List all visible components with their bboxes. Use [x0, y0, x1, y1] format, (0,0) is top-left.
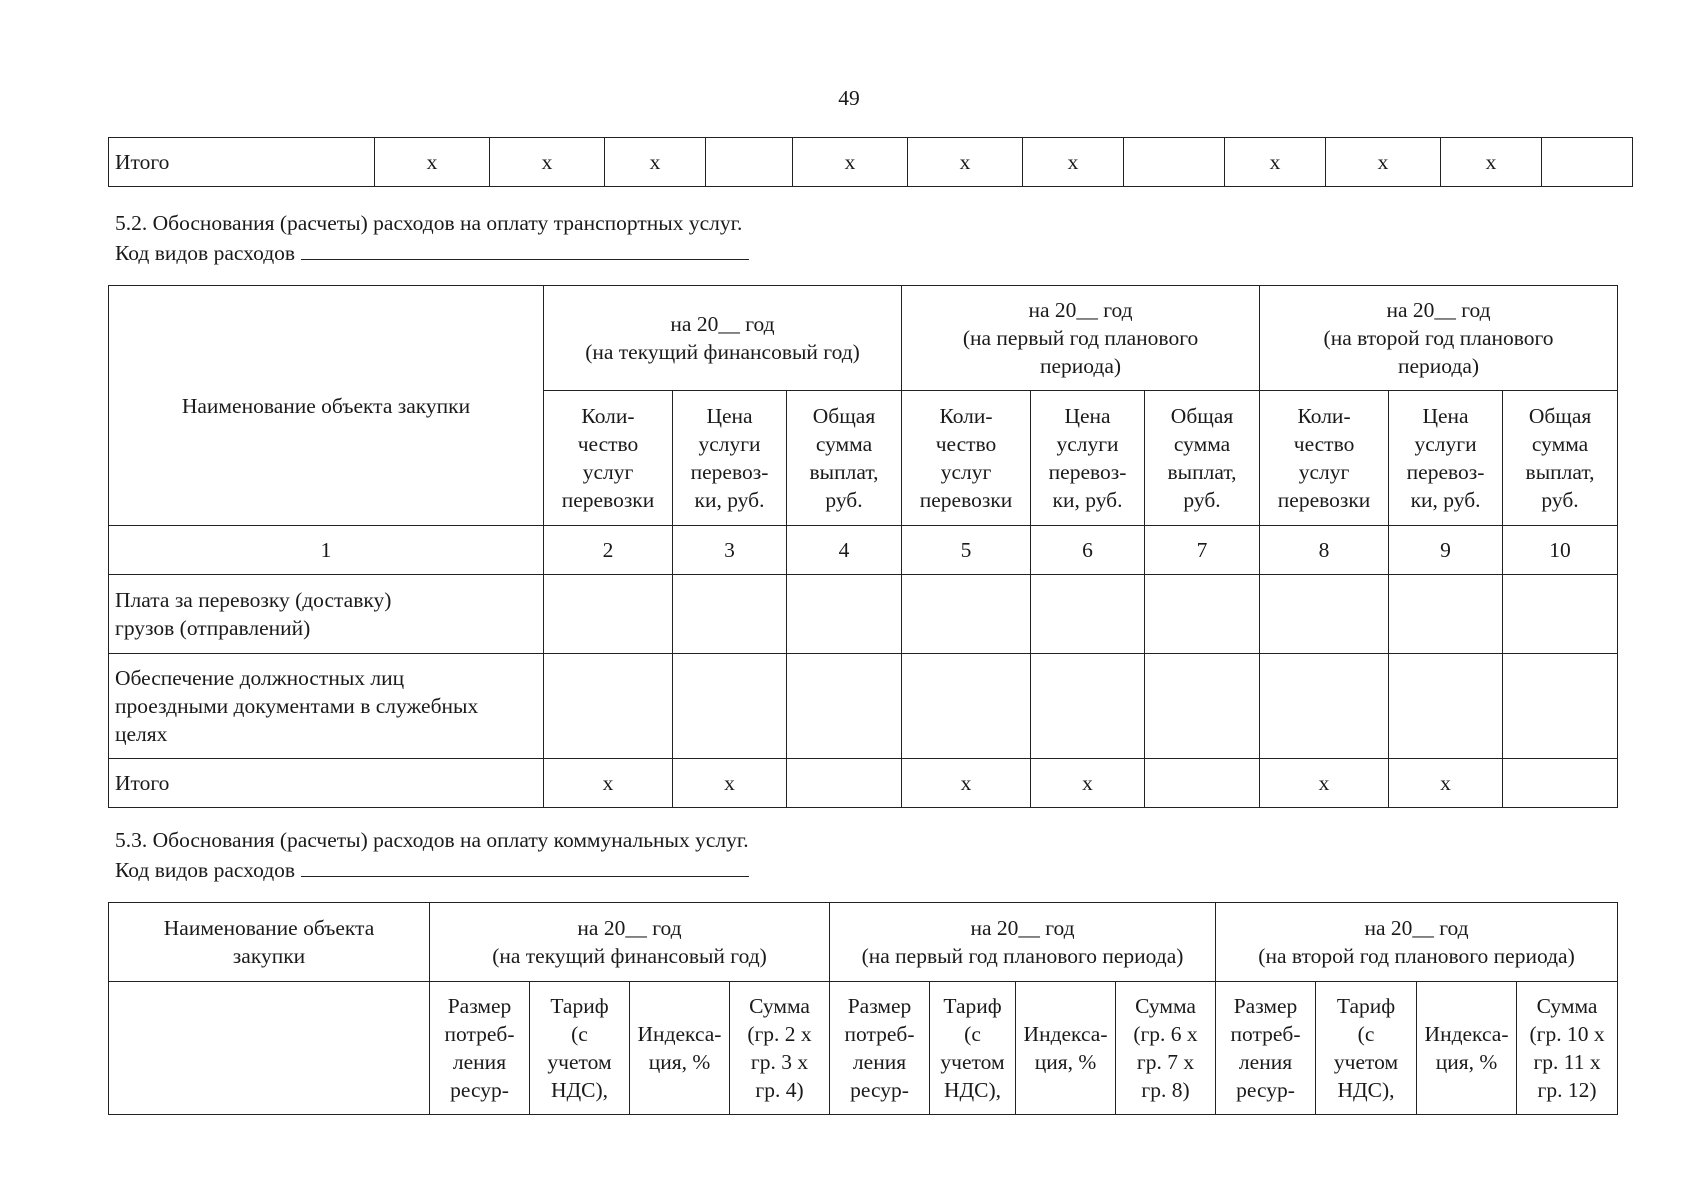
- table-cell: [1145, 759, 1260, 808]
- table-cell: [1503, 759, 1618, 808]
- period-line: (на второй год планового периода): [1258, 944, 1575, 968]
- table-cell: [544, 654, 673, 759]
- subheader-row: [109, 982, 1618, 1115]
- period-header: [544, 286, 902, 391]
- code-label: Код видов расходов: [115, 241, 296, 265]
- column-number: 1: [109, 526, 544, 575]
- table-cell: [1389, 654, 1503, 759]
- period-line: на 20__ год: [970, 916, 1075, 940]
- column-number: 5: [902, 526, 1031, 575]
- code-label: Код видов расходов: [115, 858, 296, 882]
- table-cell: x: [1326, 138, 1441, 187]
- table-cell: [1145, 654, 1260, 759]
- subcolumn-header: Общая сумма выплат, руб.: [1503, 391, 1618, 526]
- subcolumn-header: Индекса- ция, %: [1016, 982, 1116, 1115]
- empty-name-cell: [109, 982, 430, 1115]
- table-cell: x: [1260, 759, 1389, 808]
- subcolumn-header: Коли- чество услуг перевозки: [1260, 391, 1389, 526]
- subcolumn-header: Цена услуги перевоз- ки, руб.: [1389, 391, 1503, 526]
- subcolumn-header: Общая сумма выплат, руб.: [1145, 391, 1260, 526]
- table-cell: [544, 575, 673, 654]
- subcolumn-header: Индекса- ция, %: [1417, 982, 1517, 1115]
- subcolumn-header: Тариф (с учетом НДС),: [930, 982, 1016, 1115]
- table-cell: x: [605, 138, 706, 187]
- column-number-row: [109, 526, 1618, 575]
- period-line: периода): [1398, 354, 1480, 378]
- utility-services-table: [108, 902, 1618, 1115]
- table-cell: [673, 575, 787, 654]
- column-number: 10: [1503, 526, 1618, 575]
- header-row: [109, 903, 1618, 982]
- section-52-heading: [115, 209, 749, 267]
- section-title: 5.3. Обоснования (расчеты) расходов на оплату коммунальных услуг.: [115, 828, 749, 852]
- table-cell: [1542, 138, 1633, 187]
- column-number: 9: [1389, 526, 1503, 575]
- period-line: (на второй год планового: [1323, 326, 1554, 350]
- table-cell: [1503, 654, 1618, 759]
- subcolumn-header: Общая сумма выплат, руб.: [787, 391, 902, 526]
- subcolumn-header: Размер потреб- ления ресур-: [830, 982, 930, 1115]
- period-line: (на первый год планового периода): [861, 944, 1184, 968]
- code-line: [115, 854, 749, 884]
- table-cell: x: [1441, 138, 1542, 187]
- column-number: 3: [673, 526, 787, 575]
- subcolumn-header: Тариф (с учетом НДС),: [1316, 982, 1417, 1115]
- table-cell: [673, 654, 787, 759]
- period-header: [830, 903, 1216, 982]
- table-cell: x: [793, 138, 908, 187]
- period-line: (на первый год планового: [962, 326, 1199, 350]
- table-cell: x: [375, 138, 490, 187]
- column-header-name: Наименование объекта закупки: [109, 286, 544, 526]
- table-row: [109, 575, 1618, 654]
- section-title: 5.2. Обоснования (расчеты) расходов на оплату транспортных услуг.: [115, 211, 743, 235]
- period-line: на 20__ год: [1364, 916, 1469, 940]
- column-number: 6: [1031, 526, 1145, 575]
- period-line: на 20__ год: [577, 916, 682, 940]
- period-header: [1216, 903, 1618, 982]
- column-number: 4: [787, 526, 902, 575]
- page-number: 49: [838, 86, 860, 110]
- period-header: [430, 903, 830, 982]
- subcolumn-header: Индекса- ция, %: [630, 982, 730, 1115]
- total-label: Итого: [109, 759, 544, 808]
- table-cell: [1389, 575, 1503, 654]
- total-label: Итого: [109, 138, 375, 187]
- table-cell: [902, 654, 1031, 759]
- period-line: (на текущий финансовый год): [585, 340, 860, 364]
- transport-services-table: [108, 285, 1618, 808]
- subcolumn-header: Тариф (с учетом НДС),: [530, 982, 630, 1115]
- table-cell: x: [544, 759, 673, 808]
- table-cell: x: [1389, 759, 1503, 808]
- table-cell: x: [1023, 138, 1124, 187]
- table-cell: [1503, 575, 1618, 654]
- section-53-heading: [115, 826, 749, 884]
- table-cell: [787, 654, 902, 759]
- table-cell: [1031, 575, 1145, 654]
- subcolumn-header: Цена услуги перевоз- ки, руб.: [673, 391, 787, 526]
- code-line: [115, 237, 749, 267]
- code-blank: [301, 854, 749, 877]
- code-blank: [301, 237, 749, 260]
- table-cell: [1145, 575, 1260, 654]
- table-cell: x: [1225, 138, 1326, 187]
- table-row: [109, 654, 1618, 759]
- period-line: на 20__ год: [670, 312, 775, 336]
- period-header: [1260, 286, 1618, 391]
- table-cell: x: [908, 138, 1023, 187]
- column-number: 2: [544, 526, 673, 575]
- column-number: 8: [1260, 526, 1389, 575]
- table-cell: [1031, 654, 1145, 759]
- subcolumn-header: Размер потреб- ления ресур-: [430, 982, 530, 1115]
- table-cell: [1260, 575, 1389, 654]
- total-row: [109, 759, 1618, 808]
- table-cell: [1124, 138, 1225, 187]
- period-header: [902, 286, 1260, 391]
- subcolumn-header: Сумма (гр. 2 х гр. 3 х гр. 4): [730, 982, 830, 1115]
- table-cell: [1260, 654, 1389, 759]
- row-name: Обеспечение должностных лиц проездными документами в служебных целях: [109, 654, 544, 759]
- table-row: [109, 138, 1633, 187]
- column-header-name: Наименование объекта закупки: [109, 903, 430, 982]
- table-cell: x: [1031, 759, 1145, 808]
- table-cell: x: [902, 759, 1031, 808]
- row-name: Плата за перевозку (доставку) грузов (отправлений): [109, 575, 544, 654]
- period-line: (на текущий финансовый год): [492, 944, 767, 968]
- header-row: [109, 286, 1618, 391]
- subcolumn-header: Коли- чество услуг перевозки: [544, 391, 673, 526]
- subcolumn-header: Сумма (гр. 6 х гр. 7 х гр. 8): [1116, 982, 1216, 1115]
- table-cell: [787, 575, 902, 654]
- column-number: 7: [1145, 526, 1260, 575]
- period-line: на 20__ год: [1386, 298, 1491, 322]
- subcolumn-header: Коли- чество услуг перевозки: [902, 391, 1031, 526]
- table-cell: x: [673, 759, 787, 808]
- table-cell: [902, 575, 1031, 654]
- period-line: периода): [1039, 354, 1122, 378]
- period-line: на 20__ год: [1028, 298, 1133, 322]
- subcolumn-header: Сумма (гр. 10 х гр. 11 х гр. 12): [1517, 982, 1618, 1115]
- subcolumn-header: Размер потреб- ления ресур-: [1216, 982, 1316, 1115]
- table-cell: [787, 759, 902, 808]
- table-cell: [706, 138, 793, 187]
- table-cell: x: [490, 138, 605, 187]
- previous-table-total: [108, 137, 1633, 187]
- subcolumn-header: Цена услуги перевоз- ки, руб.: [1031, 391, 1145, 526]
